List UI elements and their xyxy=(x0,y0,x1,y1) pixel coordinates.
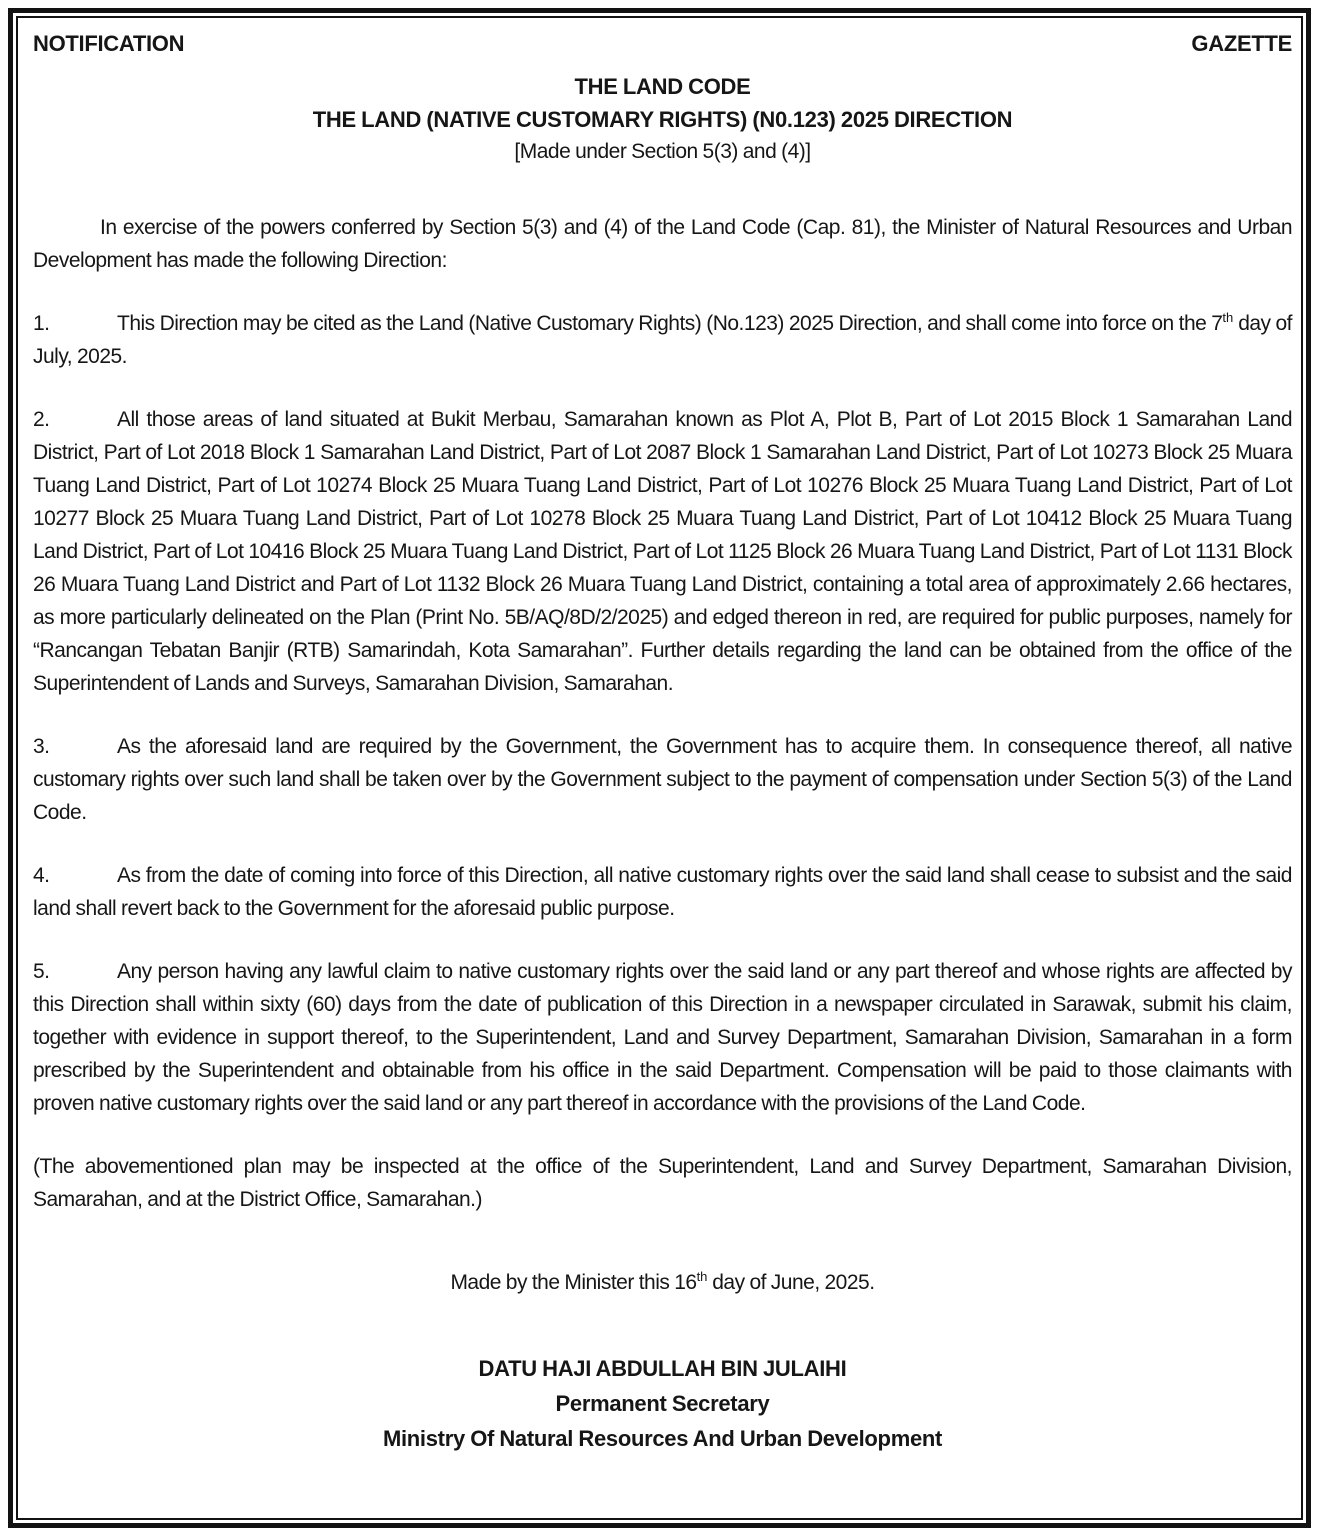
title-block xyxy=(33,70,1292,167)
direction-item-3: 3. As the aforesaid land are required by the Government, the Government has to acquire them. In consequence thereof, all native customary rights over such land shall be taken over by the Government subject to the payment of compensation under Section 5(3) of the Land Code. xyxy=(33,730,1292,829)
direction-item-2: 2. All those areas of land situated at Bukit Merbau, Samarahan known as Plot A, Plot B, Part of Lot 2015 Block 1 Samarahan Land District, Part of Lot 2018 Block 1 Samarahan Land District, Part of Lot 2087 Block 1 Samarahan Land District, Part of Lot 10273 Block 25 Muara Tuang Land District, Part of Lot 10274 Block 25 Muara Tuang Land District, Part of Lot 10276 Block 25 Muara Tuang Land District, Part of Lot 10277 Block 25 Muara Tuang Land District, Part of Lot 10278 Block 25 Muara Tuang Land District, Part of Lot 10412 Block 25 Muara Tuang Land District, Part of Lot 10416 Block 25 Muara Tuang Land District, Part of Lot 1125 Block 26 Muara Tuang Land District, Part of Lot 1131 Block 26 Muara Tuang Land District and Part of Lot 1132 Block 26 Muara Tuang Land District, containing a total area of approximately 2.66 hectares, as more particularly delineated on the Plan (Print No. 5B/AQ/8D/2/2025) and edged thereon in red, are required for public purposes, namely for “Rancangan Tebatan Banjir (RTB) Samarindah, Kota Samarahan”. Further details regarding the land can be obtained from the office of the Superintendent of Lands and Surveys, Samarahan Division, Samarahan. xyxy=(33,403,1292,700)
superscript-ordinal: th xyxy=(1222,310,1234,325)
item-number: 1. xyxy=(33,312,50,335)
direction-item-4: 4. As from the date of coming into force of this Direction, all native customary rights over the said land shall cease to subsist and the said land shall revert back to the Government for the aforesaid public purpose. xyxy=(33,859,1292,925)
page-header xyxy=(33,31,1292,57)
item-number: 2. xyxy=(33,408,50,431)
signatory-name: DATU HAJI ABDULLAH BIN JULAIHI xyxy=(478,1356,847,1381)
intro-paragraph: In exercise of the powers conferred by Section 5(3) and (4) of the Land Code (Cap. 81), the Minister of Natural Resources and Urban Development has made the following Direction: xyxy=(33,216,1292,272)
document-subtitle: THE LAND (NATIVE CUSTOMARY RIGHTS) (N0.123) 2025 DIRECTION xyxy=(312,107,1013,132)
page-inner-border xyxy=(16,16,1303,1520)
page-outer-border xyxy=(8,8,1311,1528)
header-gazette-label: GAZETTE xyxy=(1191,31,1292,56)
plan-inspection-note: (The abovementioned plan may be inspected at the office of the Superintendent, Land and Survey Department, Samarahan Division, Samarahan, and at the District Office, Samarahan.) xyxy=(33,1155,1292,1211)
direction-items xyxy=(33,307,1292,1120)
item-number: 4. xyxy=(33,864,50,887)
direction-item-1: 1. This Direction may be cited as the Land (Native Customary Rights) (No.123) 2025 Direction, and shall come into force on the 7th day of July, 2025. xyxy=(33,307,1292,373)
made-by-line: Made by the Minister this 16th day of June, 2025. xyxy=(450,1269,875,1294)
signatory-title: Permanent Secretary xyxy=(555,1391,770,1416)
made-under-note: [Made under Section 5(3) and (4)] xyxy=(514,140,811,163)
superscript-ordinal: th xyxy=(696,1269,708,1284)
item-number: 5. xyxy=(33,960,50,983)
gazette-document xyxy=(18,18,1301,1456)
signature-block xyxy=(33,1351,1292,1456)
direction-item-5: 5. Any person having any lawful claim to native customary rights over the said land or any part thereof and whose rights are affected by this Direction shall within sixty (60) days from the date of publication of this Direction in a newspaper circulated in Sarawak, submit his claim, together with evidence in support thereof, to the Superintendent, Land and Survey Department, Samarahan Division, Samarahan in a form prescribed by the Superintendent and obtainable from his office in the said Department. Compensation will be paid to those claimants with proven native customary rights over the said land or any part thereof in accordance with the provisions of the Land Code. xyxy=(33,955,1292,1120)
item-number: 3. xyxy=(33,735,50,758)
signatory-ministry: Ministry Of Natural Resources And Urban Development xyxy=(382,1426,943,1451)
document-title: THE LAND CODE xyxy=(574,74,751,99)
header-notification-label: NOTIFICATION xyxy=(33,31,185,56)
